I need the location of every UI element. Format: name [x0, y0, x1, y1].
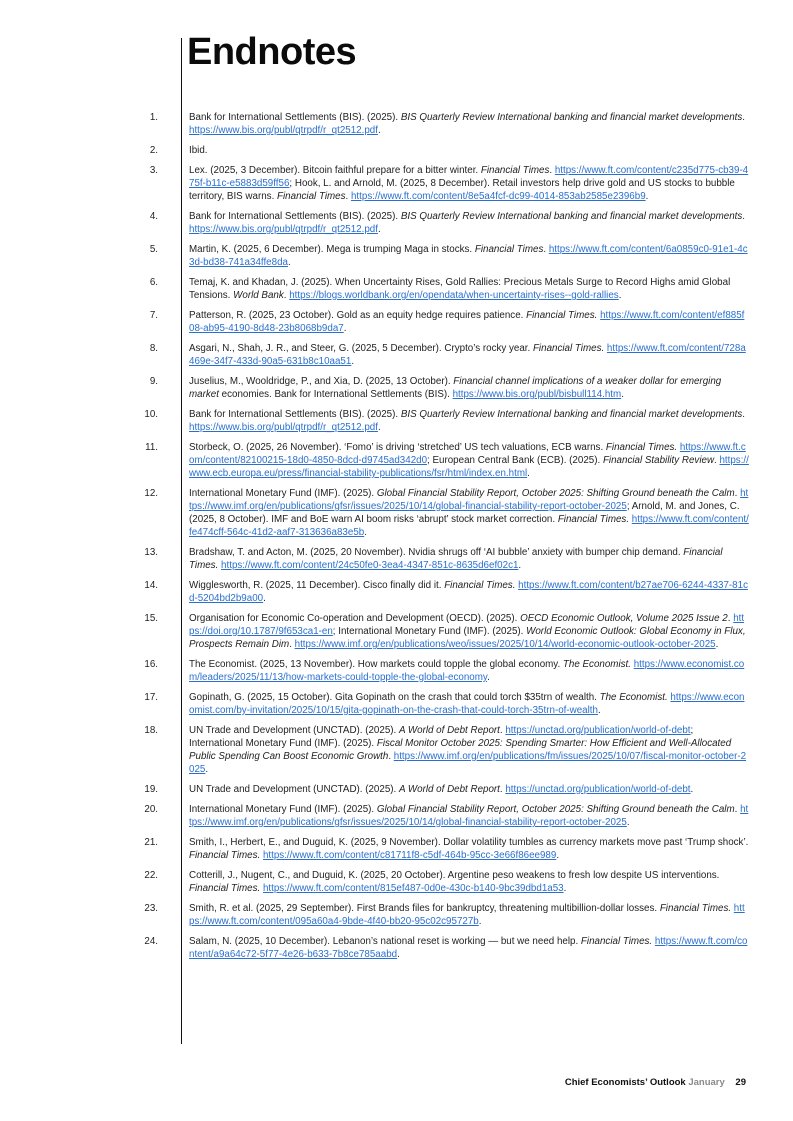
endnote-text	[189, 579, 749, 605]
endnote-item	[0, 783, 793, 803]
endnote-italic-text: BIS Quarterly Review International banking and financial market developments	[400, 409, 743, 420]
endnote-text-segment: .	[690, 784, 694, 795]
endnote-link[interactable]: https://unctad.org/publication/world-of-debt	[505, 725, 691, 736]
endnote-text	[189, 309, 749, 335]
endnote-link[interactable]: https://doi.org/10.1787/9f653ca1-en	[189, 613, 745, 637]
endnote-italic-text: Global Financial Stability Report, October 2025: Shifting Ground beneath the Calm	[376, 488, 735, 499]
endnote-link[interactable]: https://www.ft.com/content/c81711f8-c5df-464b-95cc-3e66f86ee989	[262, 850, 557, 861]
endnote-text	[189, 164, 749, 203]
endnote-link[interactable]: https://www.imf.org/en/publications/gfsr/issues/2025/10/14/global-financial-stability-report-october-2025	[189, 488, 749, 512]
endnote-number: 6.	[149, 277, 158, 288]
endnote-text-segment: Patterson, R. (2025, 23 October). Gold as an equity hedge requires patience.	[189, 310, 527, 321]
endnote-number: 14.	[144, 580, 158, 591]
endnote-italic-text: Financial Times.	[189, 547, 723, 571]
endnote-text-segment: .	[283, 290, 290, 301]
endnote-number: 7.	[149, 310, 158, 321]
endnote-link[interactable]: https://www.ft.com/content/6a0859c0-91e1-4c3d-bd38-741a34ffe8da	[189, 244, 748, 268]
endnote-text-segment: .	[388, 751, 394, 762]
endnote-item	[0, 342, 793, 375]
endnote-italic-text: A World of Debt Report	[398, 725, 500, 736]
endnote-text-segment: Lex. (2025, 3 December). Bitcoin faithful prepare for a bitter winter.	[189, 165, 481, 176]
endnote-text-segment: UN Trade and Development (UNCTAD). (2025).	[189, 784, 399, 795]
endnote-text-segment: ; International Monetary Fund (IMF). (2025).	[332, 626, 527, 637]
endnote-item	[0, 243, 793, 276]
endnote-text-segment: .	[499, 784, 506, 795]
endnote-text	[189, 276, 749, 302]
endnote-item	[0, 276, 793, 309]
endnote-text	[189, 342, 749, 368]
endnote-text	[189, 441, 749, 480]
endnote-italic-text: Financial Times.	[526, 310, 598, 321]
endnote-text-segment: .	[289, 639, 295, 650]
endnote-text-segment: .	[734, 488, 741, 499]
endnote-text-segment: Salam, N. (2025, 10 December). Lebanon’s national reset is working — but we need help.	[189, 936, 581, 947]
endnote-text-segment: Bradshaw, T. and Acton, M. (2025, 20 November). Nvidia shrugs off ‘AI bubble’ anxiety with bumper chip demand.	[189, 547, 684, 558]
endnote-italic-text: World Economic Outlook: Global Economy in Flux, Prospects Remain Dim	[189, 626, 746, 650]
endnote-text-segment: .	[618, 290, 622, 301]
endnote-text-segment: ; European Central Bank (ECB). (2025).	[427, 455, 603, 466]
endnote-text-segment: ; Arnold, M. and Jones, C. (2025, 8 October). IMF and BoE warn AI boom risks ‘abrupt’ stock market correction.	[189, 501, 740, 525]
endnote-text	[189, 935, 749, 961]
endnote-text-segment: Organisation for Economic Co-operation and Development (OECD). (2025).	[189, 613, 521, 624]
endnote-text-segment: .	[727, 613, 734, 624]
endnote-text-segment: .	[556, 850, 560, 861]
endnote-number: 5.	[149, 244, 158, 255]
endnote-text	[189, 612, 749, 651]
endnote-item	[0, 210, 793, 243]
endnote-text-segment: Bank for International Settlements (BIS). (2025).	[189, 409, 401, 420]
endnote-item	[0, 144, 793, 164]
endnote-number: 22.	[144, 870, 158, 881]
endnote-text	[189, 210, 749, 236]
endnote-text-segment: Temaj, K. and Khadan, J. (2025). When Uncertainty Rises, Gold Rallies: Precious Metals Surge to Record Highs amid Global Tensions.	[189, 277, 731, 301]
endnote-text	[189, 803, 749, 829]
endnote-italic-text: The Economist.	[562, 659, 631, 670]
endnote-link[interactable]: https://www.ft.com/content/8e5a4fcf-dc99-4014-853ab2585e2396b9	[350, 191, 646, 202]
footer-publication: Chief Economists’ Outlook	[564, 1077, 686, 1088]
endnote-item	[0, 441, 793, 487]
footer-month: January	[688, 1077, 725, 1088]
endnote-text-segment: International Monetary Fund (IMF). (2025).	[189, 488, 377, 499]
endnote-italic-text: Financial Times.	[557, 514, 630, 525]
endnote-text-segment: Storbeck, O. (2025, 26 November). ‘Fomo’ is driving ‘stretched’ US tech valuations, ECB warns.	[189, 442, 606, 453]
endnote-text-segment: .	[543, 244, 549, 255]
endnote-text	[189, 546, 749, 572]
endnote-text-segment: .	[287, 257, 291, 268]
endnote-text	[189, 375, 749, 401]
endnote-text	[189, 691, 749, 717]
endnote-italic-text: Financial Times.	[532, 343, 605, 354]
endnote-text-segment: .	[478, 916, 482, 927]
endnote-link[interactable]: https://www.bis.org/publ/qtrpdf/r_qt2512.pdf	[189, 422, 378, 433]
endnote-text-segment: .	[626, 817, 630, 828]
endnote-link[interactable]: https://www.ft.com/content/095a60a4-9bde-4f40-bb20-95c02c95727b	[189, 903, 745, 927]
endnote-text-segment: Bank for International Settlements (BIS). (2025).	[189, 211, 401, 222]
endnote-number: 18.	[144, 725, 158, 736]
endnote-link[interactable]: https://www.ft.com/content/24c50fe0-3ea4-4347-851c-8635d6ef02c1	[221, 560, 519, 571]
endnote-text-segment: .	[343, 323, 347, 334]
endnote-number: 11.	[145, 442, 158, 453]
endnote-item	[0, 836, 793, 869]
endnote-italic-text: Financial Times.	[605, 442, 678, 453]
endnote-link[interactable]: https://www.ft.com/content/fe474cff-564c-41d2-aaf7-313636a83e5b	[189, 514, 749, 538]
endnote-link[interactable]: https://www.imf.org/en/publications/fm/issues/2025/10/07/fiscal-monitor-october-2025	[189, 751, 747, 775]
endnote-text-segment: International Monetary Fund (IMF). (2025).	[189, 804, 377, 815]
endnote-text	[189, 724, 749, 776]
endnote-item	[0, 164, 793, 210]
endnote-text-segment: .	[549, 165, 555, 176]
endnote-number: 10.	[144, 409, 158, 420]
endnote-text-segment: .	[377, 422, 381, 433]
endnote-italic-text: Financial channel implications of a weaker dollar for emerging market	[189, 376, 722, 400]
endnote-link[interactable]: https://www.bis.org/publ/bisbull114.htm	[452, 389, 622, 400]
endnote-text-segment: .	[518, 560, 522, 571]
endnote-number: 2.	[149, 145, 158, 156]
endnote-italic-text: OECD Economic Outlook, Volume 2025 Issue 2	[520, 613, 728, 624]
endnote-number: 1.	[149, 112, 158, 123]
endnote-text-segment: ; Hook, L. and Arnold, M. (2025, 8 December). Retail investors help drive gold and US stocks to bubble territory, BIS warns.	[189, 178, 735, 202]
endnote-italic-text: BIS Quarterly Review International banking and financial market developments	[400, 112, 743, 123]
endnote-italic-text: Financial Times.	[580, 936, 653, 947]
endnote-text	[189, 783, 749, 796]
endnote-text	[189, 869, 749, 895]
endnote-text-segment: .	[487, 672, 490, 683]
endnote-link[interactable]: https://www.imf.org/en/publications/gfsr/issues/2025/10/14/global-financial-stability-report-october-2025	[189, 804, 749, 828]
endnote-number: 20.	[144, 804, 158, 815]
endnote-text-segment: Bank for International Settlements (BIS). (2025).	[189, 112, 401, 123]
endnote-item	[0, 309, 793, 342]
endnote-text-segment: Ibid.	[189, 145, 208, 156]
endnote-item	[0, 691, 793, 724]
page-title: Endnotes	[187, 31, 357, 73]
endnote-link[interactable]: https://www.ft.com/content/ef885f08-ab95-4190-8d48-23b8068b9da7	[189, 310, 745, 334]
endnote-text-segment: .	[563, 883, 567, 894]
endnote-italic-text: Financial Times.	[444, 580, 516, 591]
endnote-text-segment: .	[205, 764, 209, 775]
endnote-text-segment: .	[742, 211, 746, 222]
endnote-text	[189, 111, 749, 137]
endnote-link[interactable]: https://www.ft.com/content/b27ae706-6244-4337-81cd-5204bd2b9a00	[189, 580, 748, 604]
endnote-text-segment: Wigglesworth, R. (2025, 11 December). Cisco finally did it.	[189, 580, 445, 591]
endnote-number: 17.	[144, 692, 158, 703]
endnote-text-segment: .	[345, 191, 351, 202]
endnote-italic-text: World Bank	[233, 290, 284, 301]
endnote-item	[0, 724, 793, 783]
endnote-link[interactable]: https://www.bis.org/publ/qtrpdf/r_qt2512.pdf	[189, 224, 378, 235]
endnote-item	[0, 408, 793, 441]
endnote-italic-text: BIS Quarterly Review International banking and financial market developments	[400, 211, 743, 222]
endnote-number: 8.	[149, 343, 158, 354]
endnotes-list	[0, 111, 793, 968]
endnote-link[interactable]: https://www.ft.com/content/728a469e-34f7-433d-90a5-631b8c10aa51	[189, 343, 746, 367]
endnote-number: 16.	[144, 659, 158, 670]
endnote-italic-text: Global Financial Stability Report, October 2025: Shifting Ground beneath the Calm	[376, 804, 735, 815]
endnote-text-segment: .	[645, 191, 649, 202]
endnote-italic-text: Financial Times	[277, 191, 346, 202]
endnote-text-segment: .	[621, 389, 624, 400]
endnote-link[interactable]: https://www.economist.com/by-invitation/2025/10/15/gita-gopinath-on-the-crash-that-could-torch-35trn-of-wealth	[189, 692, 745, 716]
endnote-number: 4.	[149, 211, 158, 222]
endnote-item	[0, 869, 793, 902]
endnote-text-segment: Asgari, N., Shah, J. R., and Steer, G. (2025, 5 December). Crypto’s rocky year.	[189, 343, 533, 354]
endnote-link[interactable]: https://www.ft.com/content/815ef487-0d0e-430c-b140-9bc39dbd1a53	[262, 883, 564, 894]
endnote-number: 13.	[144, 547, 158, 558]
endnote-text	[189, 408, 749, 434]
endnote-text-segment: ; International Monetary Fund (IMF). (2025).	[189, 725, 694, 749]
endnote-text-segment: .	[377, 224, 381, 235]
endnote-italic-text: The Economist.	[599, 692, 668, 703]
endnote-text-segment: .	[742, 409, 746, 420]
endnote-italic-text: Financial Times.	[189, 883, 261, 894]
endnote-number: 24.	[144, 936, 158, 947]
endnote-text-segment: .	[742, 112, 746, 123]
page-number: 29	[735, 1077, 746, 1088]
endnote-number: 15.	[144, 613, 158, 624]
endnote-number: 9.	[149, 376, 158, 387]
endnote-text-segment: .	[263, 593, 266, 604]
endnote-text-segment: .	[499, 725, 506, 736]
endnote-italic-text: Financial Times	[480, 165, 550, 176]
endnote-text	[189, 902, 749, 928]
endnote-text	[189, 243, 749, 269]
endnote-link[interactable]: https://www.ecb.europa.eu/press/financial-stability-publications/fsr/html/index.en.html	[189, 455, 749, 479]
endnote-link[interactable]: https://www.ft.com/content/a9a64c72-5f77-4e26-b633-7b8ce785aabd	[189, 936, 748, 960]
endnote-item	[0, 375, 793, 408]
endnote-item	[0, 803, 793, 836]
endnote-link[interactable]: https://www.bis.org/publ/qtrpdf/r_qt2512.pdf	[189, 125, 378, 136]
endnote-text-segment: .	[377, 125, 381, 136]
endnote-item	[0, 111, 793, 144]
endnote-text-segment: Juselius, M., Wooldridge, P., and Xia, D. (2025, 13 October).	[189, 376, 454, 387]
endnote-item	[0, 612, 793, 658]
endnote-number: 3.	[149, 165, 158, 176]
endnote-text-segment: .	[364, 527, 367, 538]
endnote-text	[189, 658, 749, 684]
endnote-italic-text: Financial Stability Review	[602, 455, 715, 466]
endnote-text	[189, 144, 749, 157]
endnote-italic-text: Financial Times	[474, 244, 544, 255]
endnote-number: 12.	[144, 488, 158, 499]
endnote-item	[0, 579, 793, 612]
endnote-text-segment: .	[714, 455, 720, 466]
endnote-text-segment: .	[734, 804, 741, 815]
endnote-text-segment: .	[597, 705, 601, 716]
endnote-item	[0, 935, 793, 968]
endnote-link[interactable]: https://www.imf.org/en/publications/weo/issues/2025/10/14/world-economic-outlook-october-2025	[294, 639, 716, 650]
endnote-text-segment: Smith, R. et al. (2025, 29 September). First Brands files for bankruptcy, threatening multibillion-dollar losses.	[189, 903, 660, 914]
endnote-text-segment: .	[715, 639, 719, 650]
endnote-text-segment: economies. Bank for International Settlements (BIS).	[218, 389, 453, 400]
endnote-text-segment: .	[351, 356, 355, 367]
endnote-item	[0, 658, 793, 691]
endnote-link[interactable]: https://www.economist.com/leaders/2025/11/13/how-markets-could-topple-the-global-economy	[189, 659, 745, 683]
endnote-number: 19.	[144, 784, 158, 795]
endnote-text-segment: UN Trade and Development (UNCTAD). (2025).	[189, 725, 399, 736]
endnote-text-segment: The Economist. (2025, 13 November). How markets could topple the global economy.	[189, 659, 563, 670]
page-footer	[565, 1077, 746, 1088]
endnote-number: 21.	[144, 837, 158, 848]
endnote-text-segment: Cotterill, J., Nugent, C., and Duguid, K. (2025, 20 October). Argentine peso weakens to fresh low despite US interventions.	[189, 870, 720, 881]
endnote-text	[189, 487, 749, 539]
endnote-italic-text: Fiscal Monitor October 2025: Spending Smarter: How Efficient and Well-Allocated Public Spending Can Boost Economic Growth	[189, 738, 732, 762]
endnote-italic-text: Financial Times.	[189, 850, 261, 861]
endnote-link[interactable]: https://www.ft.com/content/c235d775-cb39-475f-b11c-e5883d59ff56	[189, 165, 749, 189]
endnote-link[interactable]: https://unctad.org/publication/world-of-debt	[505, 784, 691, 795]
endnote-link[interactable]: https://blogs.worldbank.org/en/opendata/when-uncertainty-rises--gold-rallies	[289, 290, 619, 301]
endnote-text-segment: Smith, I., Herbert, E., and Duguid, K. (2025, 9 November). Dollar volatility tumbles as currency markets move past ‘Trump shock’.	[189, 837, 749, 848]
endnote-text-segment: Gopinath, G. (2025, 15 October). Gita Gopinath on the crash that could torch $35trn of wealth.	[189, 692, 600, 703]
endnote-italic-text: Financial Times.	[659, 903, 732, 914]
endnote-italic-text: A World of Debt Report	[398, 784, 500, 795]
endnote-number: 23.	[144, 903, 158, 914]
endnote-text-segment: Martin, K. (2025, 6 December). Mega is trumping Maga in stocks.	[189, 244, 475, 255]
endnote-item	[0, 902, 793, 935]
endnote-text	[189, 836, 749, 862]
endnote-item	[0, 546, 793, 579]
endnote-item	[0, 487, 793, 546]
endnote-text-segment: .	[397, 949, 400, 960]
endnote-link[interactable]: https://www.ft.com/content/82100215-18d0-4850-8dcd-d9745ad342d0	[189, 442, 746, 466]
endnote-text-segment: .	[527, 468, 530, 479]
